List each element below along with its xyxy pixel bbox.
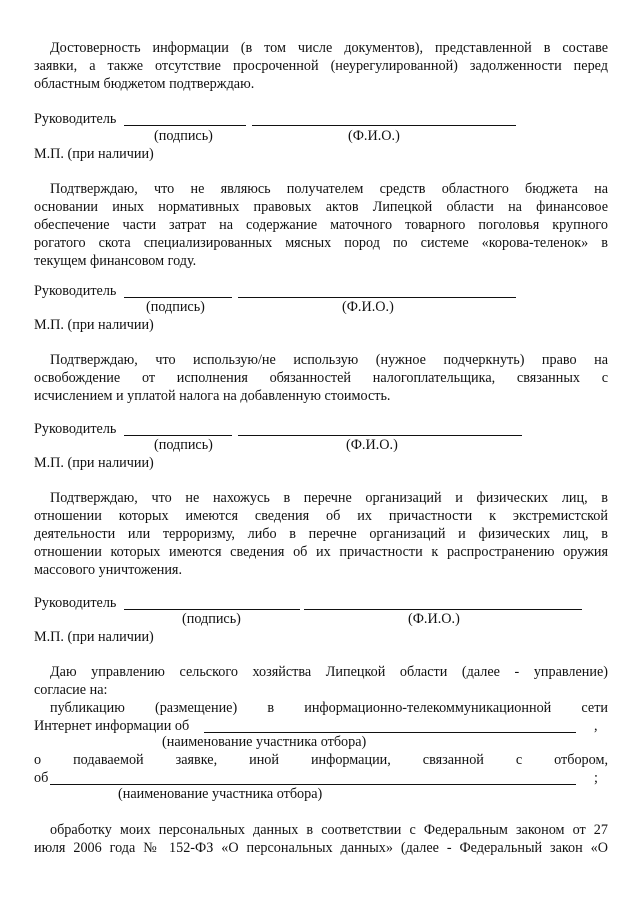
paragraph-3-line-3: исчислением и уплатой налога на добавленную стоимость.: [34, 388, 391, 404]
stamp-note: М.П. (при наличии): [34, 455, 154, 471]
paragraph-4-line-3: деятельности или терроризму, либо в перечне организаций и физических лиц, в: [34, 526, 608, 542]
paragraph-2-line-3: обеспечение части затрат на содержание маточного товарного поголовья крупного: [34, 217, 608, 233]
signature-caption: (подпись): [154, 437, 213, 453]
paragraph-3-line-1: Подтверждаю, что использую/не использую (нужное подчеркнуть) право на: [50, 352, 608, 368]
paragraph-2-line-2: основании иных нормативных правовых актов Липецкой области на финансовое: [34, 199, 608, 215]
consent-internet-info: Интернет информации об: [34, 718, 190, 734]
participant-name-caption: (наименование участника отбора): [162, 734, 367, 750]
paragraph-2-line-5: текущем финансовом году.: [34, 253, 197, 269]
consent-application-info: о подаваемой заявке, иной информации, связанной с отбором,: [34, 752, 608, 768]
name-caption: (Ф.И.О.): [342, 299, 394, 315]
signature-caption: (подпись): [154, 128, 213, 144]
name-line: [238, 435, 522, 436]
name-caption: (Ф.И.О.): [348, 128, 400, 144]
signature-label: Руководитель: [34, 421, 117, 437]
paragraph-2-line-1: Подтверждаю, что не являюсь получателем средств областного бюджета на: [50, 181, 608, 197]
name-caption: (Ф.И.О.): [346, 437, 398, 453]
signature-caption: (подпись): [146, 299, 205, 315]
signature-label: Руководитель: [34, 595, 117, 611]
participant-name-line: [50, 784, 576, 785]
comma-mark: ,: [594, 718, 598, 734]
signature-label: Руководитель: [34, 283, 117, 299]
paragraph-3-line-2: освобождение от исполнения обязанностей налогоплательщика, связанных с: [34, 370, 608, 386]
consent-publication: публикацию (размещение) в информационно-телекоммуникационной сети: [50, 700, 608, 716]
paragraph-4-line-5: массового уничтожения.: [34, 562, 183, 578]
paragraph-2-line-4: рогатого скота специализированных мясных пород по системе «корова-теленок» в: [34, 235, 608, 251]
signature-label: Руководитель: [34, 111, 117, 127]
name-caption: (Ф.И.О.): [408, 611, 460, 627]
paragraph-4-line-1: Подтверждаю, что не нахожусь в перечне организаций и физических лиц, в: [50, 490, 608, 506]
paragraph-4-line-2: отношении которых имеются сведения об их причастности к экстремистской: [34, 508, 608, 524]
paragraph-6-line-2: июля 2006 года № 152-ФЗ «О персональных данных» (далее - Федеральный закон «О: [34, 840, 608, 856]
consent-about: об: [34, 770, 49, 786]
paragraph-1-line-2: заявки, а также отсутствие просроченной (неурегулированной) задолженности перед: [34, 58, 608, 74]
signature-line: [124, 297, 232, 298]
consent-label: согласие на:: [34, 682, 108, 698]
name-line: [304, 609, 582, 610]
stamp-note: М.П. (при наличии): [34, 629, 154, 645]
signature-caption: (подпись): [182, 611, 241, 627]
participant-name-caption: (наименование участника отбора): [118, 786, 323, 802]
paragraph-6-line-1: обработку моих персональных данных в соответствии с Федеральным законом от 27: [50, 822, 608, 838]
signature-line: [124, 609, 300, 610]
name-line: [238, 297, 516, 298]
participant-name-line: [204, 732, 576, 733]
signature-line: [124, 125, 246, 126]
paragraph-1-line-1: Достоверность информации (в том числе документов), представленной в составе: [50, 40, 608, 56]
semicolon-mark: ;: [594, 770, 598, 786]
stamp-note: М.П. (при наличии): [34, 146, 154, 162]
paragraph-4-line-4: отношении которых имеются сведения об их причастности к распространению оружия: [34, 544, 608, 560]
consent-intro: Даю управлению сельского хозяйства Липецкой области (далее - управление): [50, 664, 608, 680]
paragraph-1-line-3: областным бюджетом подтверждаю.: [34, 76, 255, 92]
stamp-note: М.П. (при наличии): [34, 317, 154, 333]
name-line: [252, 125, 516, 126]
signature-line: [124, 435, 232, 436]
